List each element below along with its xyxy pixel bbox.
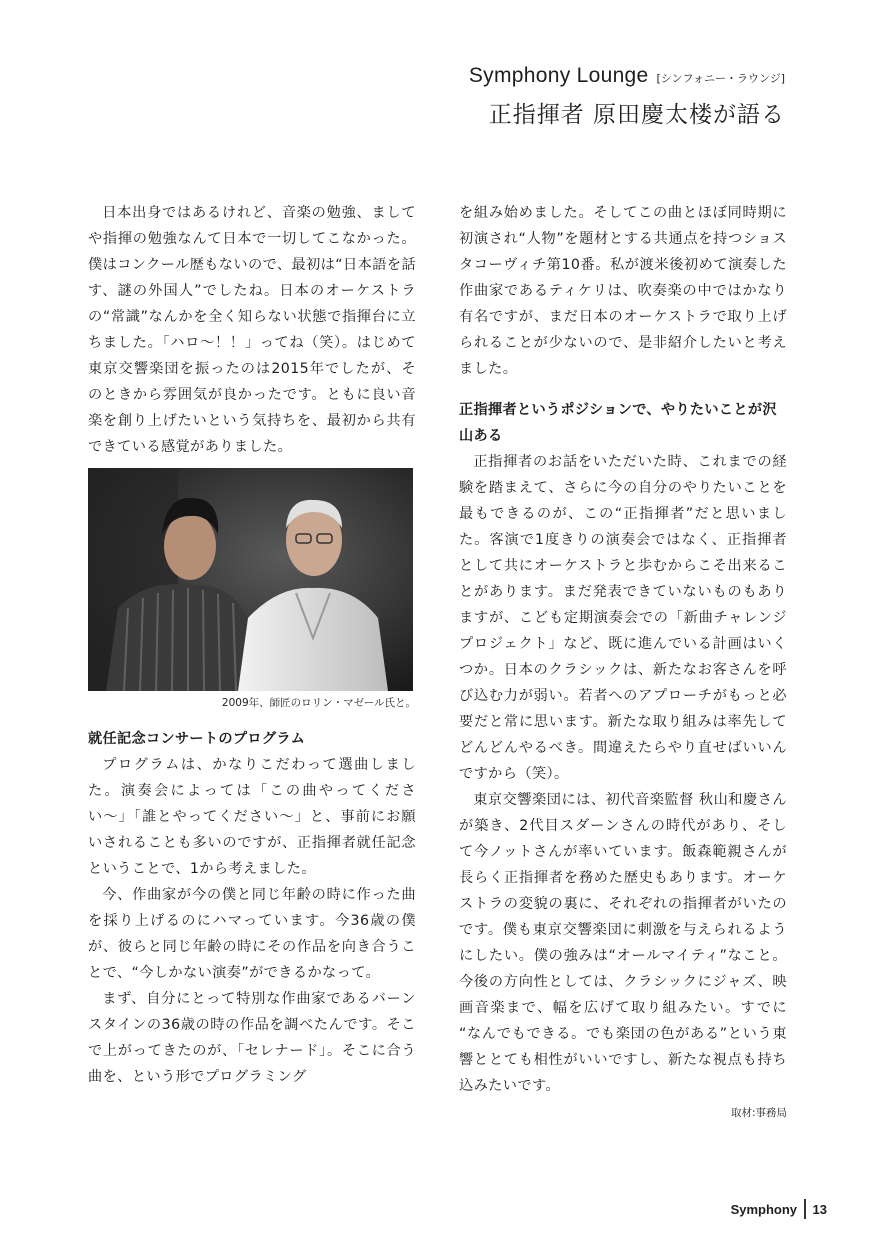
photo-image — [88, 468, 413, 691]
left-paragraph-1: 日本出身ではあるけれど、音楽の勉強、ましてや指揮の勉強なんて日本で一切してこなかった。僕はコンクール歴もないので、最初は“日本語を話す、謎の外国人”でしたね。日本のオーケストラの“常識”なんかを全く知らない状態で指揮台に立ちました。「ハロ〜！！」ってね（笑）。はじめて東京交響楽団を振ったのは2015年でしたが、そのときから雰囲気が良かったです。ともに良い音楽を創り上げたいという気持ちを、最初から共有できている感覚がありました。 — [88, 205, 416, 455]
photo-with-lorin-maazel — [88, 468, 413, 691]
photo-caption: 2009年、師匠のロリン・マゼール氏と。 — [221, 697, 416, 709]
footer-magazine-name: Symphony — [730, 1201, 798, 1217]
left-paragraph-3: 今、作曲家が今の僕と同じ年齢の時に作った曲を採り上げるのにハマっています。今36歳の僕が、彼らと同じ年齢の時にその作品を向き合うことで、“今しかない演奏”ができるかなって。 — [88, 887, 416, 981]
left-paragraph-2: プログラムは、かなりこだわって選曲しました。演奏会によっては「この曲やってください〜」「誰とやってください〜」と、事前にお願いされることも多いのですが、正指揮者就任記念ということで、1から考えました。 — [88, 757, 416, 877]
article-header — [469, 64, 785, 129]
page-footer — [731, 1199, 827, 1219]
interview-credit: 取材:事務局 — [730, 1107, 787, 1119]
section-heading-program: 就任記念コンサートのプログラム — [88, 731, 306, 747]
page-number: 13 — [812, 1201, 827, 1217]
section-heading-position: 正指揮者というポジションで、やりたいことが沢山ある — [459, 402, 777, 444]
right-column — [459, 200, 787, 1120]
lounge-title: Symphony Lounge — [468, 64, 649, 87]
article-subtitle: 正指揮者 原田慶太楼が語る — [488, 102, 785, 128]
footer-divider — [804, 1199, 806, 1219]
header-title-line — [469, 64, 785, 88]
right-paragraph-2: 正指揮者のお話をいただいた時、これまでの経験を踏まえて、さらに今の自分のやりたいことを最もできるのが、この“正指揮者”だと思いました。客演で1度きりの演奏会ではなく、正指揮者として共にオーケストラと歩むからこそ出来ることがあります。まだ発表できていないものもありますが、こども定期演奏会での「新曲チャレンジプロジェクト」など、既に進んでいる計画はいくつか。日本のクラシックは、新たなお客さんを呼び込む力が弱い。若者へのアプローチがもっと必要だと常に思います。新たな取り組みは率先してどんどんやるべき。間違えたらやり直せばいいんですから（笑）。 — [459, 454, 787, 782]
right-paragraph-3: 東京交響楽団には、初代音楽監督 秋山和慶さんが築き、2代目スダーンさんの時代があり、そして今ノットさんが率いています。飯森範親さんが長らく正指揮者を務めた歴史もあります。オーケストラの変貌の裏に、それぞれの指揮者がいたのです。僕も東京交響楽団に刺激を与えられるようにしたい。僕の強みは“オールマイティ”なこと。今後の方向性としては、クラシックにジャズ、映画音楽まで、幅を広げて取り組みたい。すでに “なんでもできる。でも楽団の色がある”という東響ととても相性がいいですし、新たな視点も持ち込みたいです。 — [459, 792, 787, 1094]
lounge-title-kana: [シンフォニー・ラウンジ] — [656, 72, 785, 85]
left-paragraph-4: まず、自分にとって特別な作曲家であるバーンスタインの36歳の時の作品を調べたんです。そこで上がってきたのが、「セレナード」。そこに合う曲を、という形でプログラミング — [88, 991, 416, 1085]
right-paragraph-1: を組み始めました。そしてこの曲とほぼ同時期に初演され“人物”を題材とする共通点を持つショスタコーヴィチ第10番。私が渡米後初めて演奏した作曲家であるティケリは、吹奏楽の中ではかなり有名ですが、まだ日本のオーケストラで取り上げられることが少ないので、是非紹介したいと考えました。 — [459, 205, 787, 377]
left-column — [88, 200, 416, 1090]
